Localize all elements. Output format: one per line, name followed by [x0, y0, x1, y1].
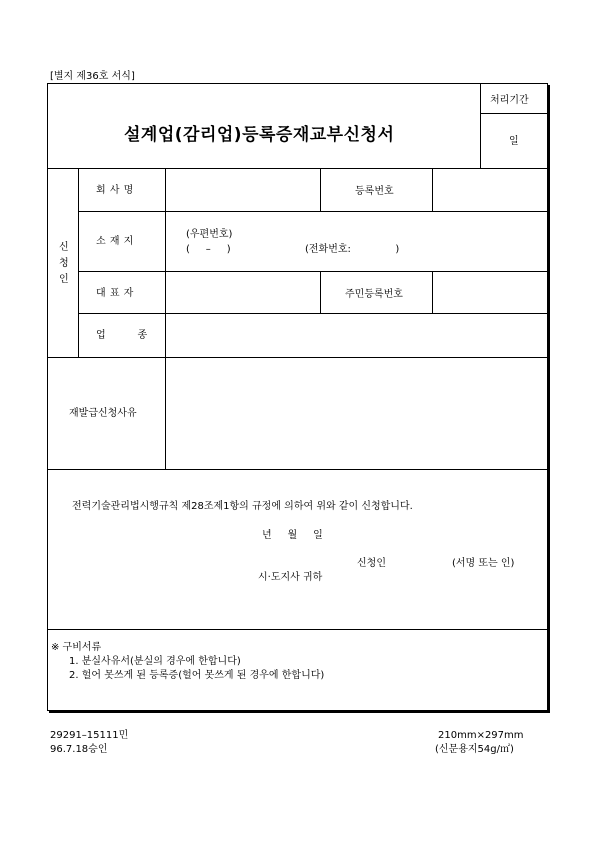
- footer-form-code: 29291–15111민: [50, 730, 129, 741]
- row1-mid-divider: [320, 168, 321, 211]
- form-number: [별지 제36호 서식]: [50, 71, 135, 82]
- applicant-group-divider: [78, 168, 79, 357]
- required-doc-item: 1. 분실사유서(분실의 경우에 한합니다): [69, 656, 241, 667]
- postal-code-label: (우편번호): [186, 229, 233, 240]
- business-type-field[interactable]: [166, 314, 546, 356]
- applicant-group-char-2: 청: [59, 258, 69, 269]
- form-title: 설계업(감리업)등록증재교부신청서: [124, 125, 395, 145]
- postal-code-format: ( – ): [186, 244, 231, 255]
- processing-period-label: 처리기간: [490, 95, 529, 106]
- footer-paper-type: (신문용지54g/㎡): [435, 744, 514, 755]
- business-type-label: 업 종: [96, 330, 148, 341]
- phone-number-label: (전화번호: ): [305, 244, 400, 255]
- required-docs-heading: ※ 구비서류: [51, 642, 102, 653]
- processing-header-line: [480, 113, 547, 114]
- addressee: 시·도지사 귀하: [258, 572, 323, 583]
- registration-number-field[interactable]: [433, 169, 546, 210]
- registration-number-label: 등록번호: [355, 186, 394, 197]
- applicant-group-char-1: 신: [59, 242, 69, 253]
- address-label: 소 재 지: [96, 236, 134, 247]
- declaration-statement: 전력기술관리법시행규칙 제28조제1항의 규정에 의하여 위와 같이 신청합니다.: [72, 501, 413, 512]
- resident-number-field[interactable]: [433, 272, 546, 312]
- declaration-applicant-label: 신청인: [357, 558, 386, 569]
- declaration-date-line: 년 월 일: [262, 530, 323, 541]
- applicant-group-char-3: 인: [59, 274, 69, 285]
- representative-field[interactable]: [166, 272, 319, 312]
- processing-period-unit: 일: [509, 136, 519, 147]
- company-name-field[interactable]: [166, 169, 319, 210]
- resident-number-label: 주민등록번호: [345, 289, 403, 300]
- reissue-reason-label: 재발급신청사유: [69, 408, 137, 419]
- row3-mid-divider: [320, 271, 321, 313]
- declaration-bottom-line: [48, 629, 547, 630]
- address-field[interactable]: [166, 212, 546, 270]
- required-doc-item: 2. 헐어 못쓰게 된 등록증(헐어 못쓰게 된 경우에 한합니다): [69, 670, 325, 681]
- representative-label: 대 표 자: [96, 288, 134, 299]
- reason-bottom-line: [48, 469, 547, 470]
- footer-paper-size: 210mm×297mm: [438, 730, 524, 741]
- footer-approval-date: 96.7.18승인: [50, 744, 108, 755]
- company-name-label: 회 사 명: [96, 185, 134, 196]
- reissue-reason-field[interactable]: [166, 358, 546, 468]
- signature-label: (서명 또는 인): [452, 558, 515, 569]
- processing-divider: [480, 84, 481, 168]
